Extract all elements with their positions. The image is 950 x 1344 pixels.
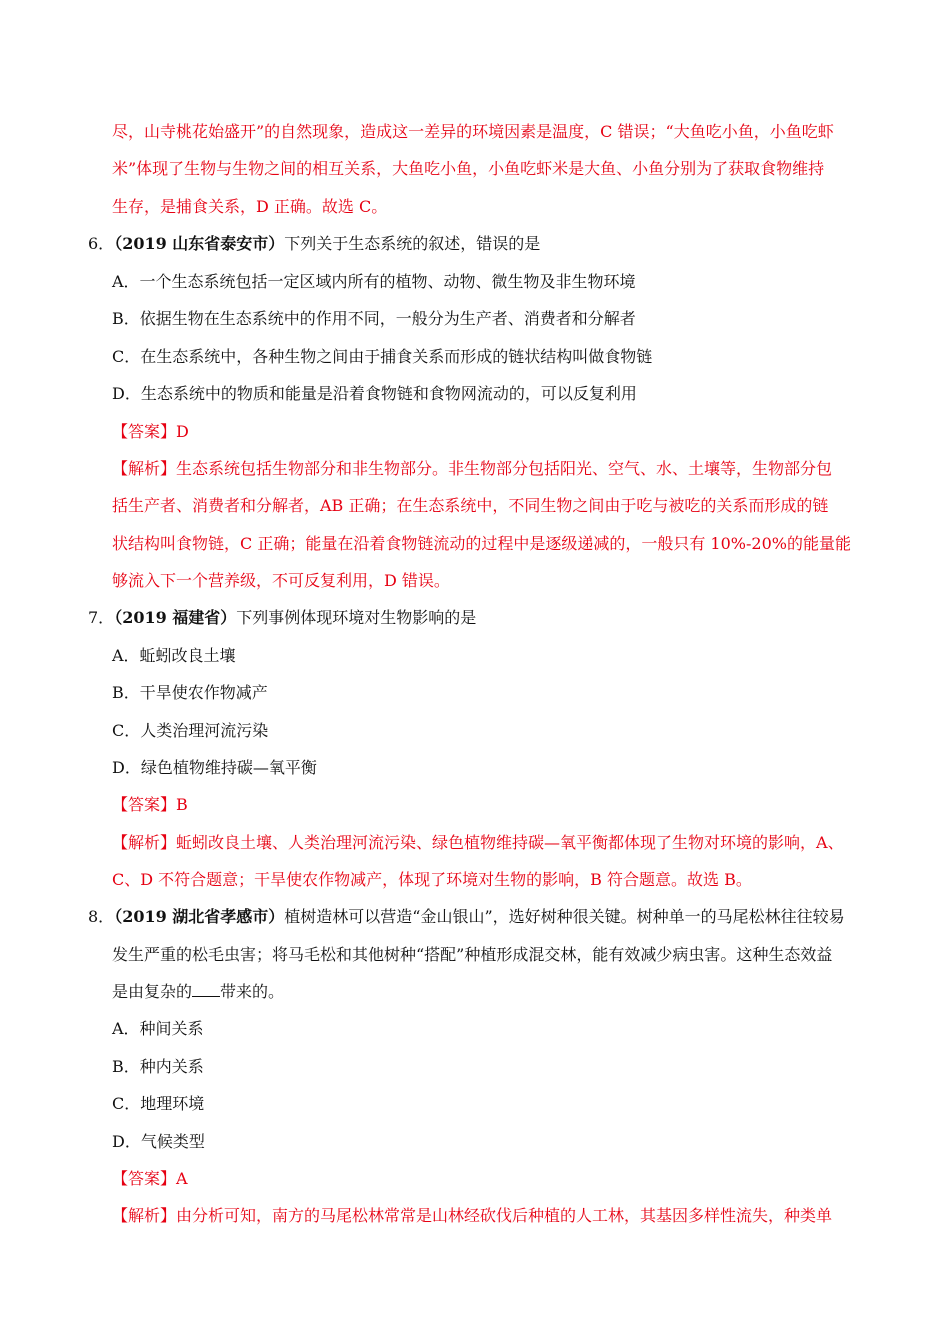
question-source: （2019 山东省泰安市） <box>114 234 285 253</box>
analysis-line: C、D 不符合题意；干旱使农作物减产，体现了环境对生物的影响，B 符合题意。故选 B。 <box>112 870 752 889</box>
question-stem-line: 发生严重的松毛虫害；将马毛松和其他树种“搭配”种植形成混交林，能有效减少病虫害。这种生态效益 <box>112 945 833 964</box>
analysis-line <box>112 459 832 479</box>
question-source: （2019 湖北省孝感市） <box>114 907 285 926</box>
analysis-line <box>112 833 844 853</box>
answer-blank <box>192 982 220 997</box>
option-d: D．生态系统中的物质和能量是沿着食物链和食物网流动的，可以反复利用 <box>112 384 637 403</box>
question-number: 7． <box>88 608 115 627</box>
analysis-line: 括生产者、消费者和分解者，AB 正确；在生态系统中，不同生物之间由于吃与被吃的关系而形成的链 <box>112 496 829 515</box>
analysis-label: 【解析】 <box>112 833 177 852</box>
analysis-line: 够流入下一个营养级，不可反复利用，D 错误。 <box>112 571 450 590</box>
option-a: A．种间关系 <box>112 1019 204 1038</box>
answer-line <box>112 795 188 815</box>
question-8 <box>88 907 845 927</box>
option-b: B．依据生物在生态系统中的作用不同，一般分为生产者、消费者和分解者 <box>112 309 636 328</box>
option-d: D．气候类型 <box>112 1132 205 1151</box>
option-b: B．干旱使农作物减产 <box>112 683 268 702</box>
option-c: C．在生态系统中，各种生物之间由于捕食关系而形成的链状结构叫做食物链 <box>112 347 653 366</box>
answer-value: A <box>176 1169 188 1188</box>
question-stem: 植树造林可以营造“金山银山”，选好树种很关键。树种单一的马尾松林往往较易 <box>284 907 845 926</box>
analysis-line <box>112 1206 832 1226</box>
answer-label: 【答案】 <box>112 422 177 441</box>
option-c: C．地理环境 <box>112 1094 205 1113</box>
question-stem-line <box>112 982 284 1002</box>
analysis-text: 生态系统包括生物部分和非生物部分。非生物部分包括阳光、空气、水、土壤等，生物部分包 <box>176 459 833 478</box>
answer-label: 【答案】 <box>112 795 177 814</box>
question-stem-part: 是由复杂的 <box>112 982 193 1001</box>
analysis-label: 【解析】 <box>112 459 177 478</box>
question-number: 6． <box>88 234 115 253</box>
option-c: C．人类治理河流污染 <box>112 721 269 740</box>
answer-label: 【答案】 <box>112 1169 177 1188</box>
question-6 <box>88 234 540 254</box>
explanation-line: 生存，是捕食关系，D 正确。故选 C。 <box>112 197 388 216</box>
analysis-label: 【解析】 <box>112 1206 177 1225</box>
question-source: （2019 福建省） <box>114 608 237 627</box>
answer-value: D <box>176 422 189 441</box>
option-a: A．一个生态系统包括一定区域内所有的植物、动物、微生物及非生物环境 <box>112 272 636 291</box>
answer-value: B <box>176 795 188 814</box>
question-number: 8． <box>88 907 115 926</box>
question-stem: 下列事例体现环境对生物影响的是 <box>236 608 477 627</box>
option-a: A．蚯蚓改良土壤 <box>112 646 236 665</box>
option-b: B．种内关系 <box>112 1057 204 1076</box>
explanation-line: 尽，山寺桃花始盛开”的自然现象，造成这一差异的环境因素是温度，C 错误；“大鱼吃小鱼，小鱼吃虾 <box>112 122 834 141</box>
question-stem: 下列关于生态系统的叙述，错误的是 <box>284 234 541 253</box>
analysis-line: 状结构叫食物链，C 正确；能量在沿着食物链流动的过程中是逐级递减的，一般只有 10%-20%的能量能 <box>112 534 851 553</box>
answer-line <box>112 1169 188 1189</box>
analysis-text: 蚯蚓改良土壤、人类治理河流污染、绿色植物维持碳—氧平衡都体现了生物对环境的影响，A、 <box>176 833 844 852</box>
question-7 <box>88 608 476 628</box>
question-stem-part: 带来的。 <box>220 982 285 1001</box>
option-d: D．绿色植物维持碳—氧平衡 <box>112 758 317 777</box>
explanation-line: 米”体现了生物与生物之间的相互关系，大鱼吃小鱼，小鱼吃虾米是大鱼、小鱼分别为了获取食物维持 <box>112 159 825 178</box>
answer-line <box>112 422 189 442</box>
analysis-text: 由分析可知，南方的马尾松林常常是山林经砍伐后种植的人工林，其基因多样性流失，种类单 <box>176 1206 833 1225</box>
